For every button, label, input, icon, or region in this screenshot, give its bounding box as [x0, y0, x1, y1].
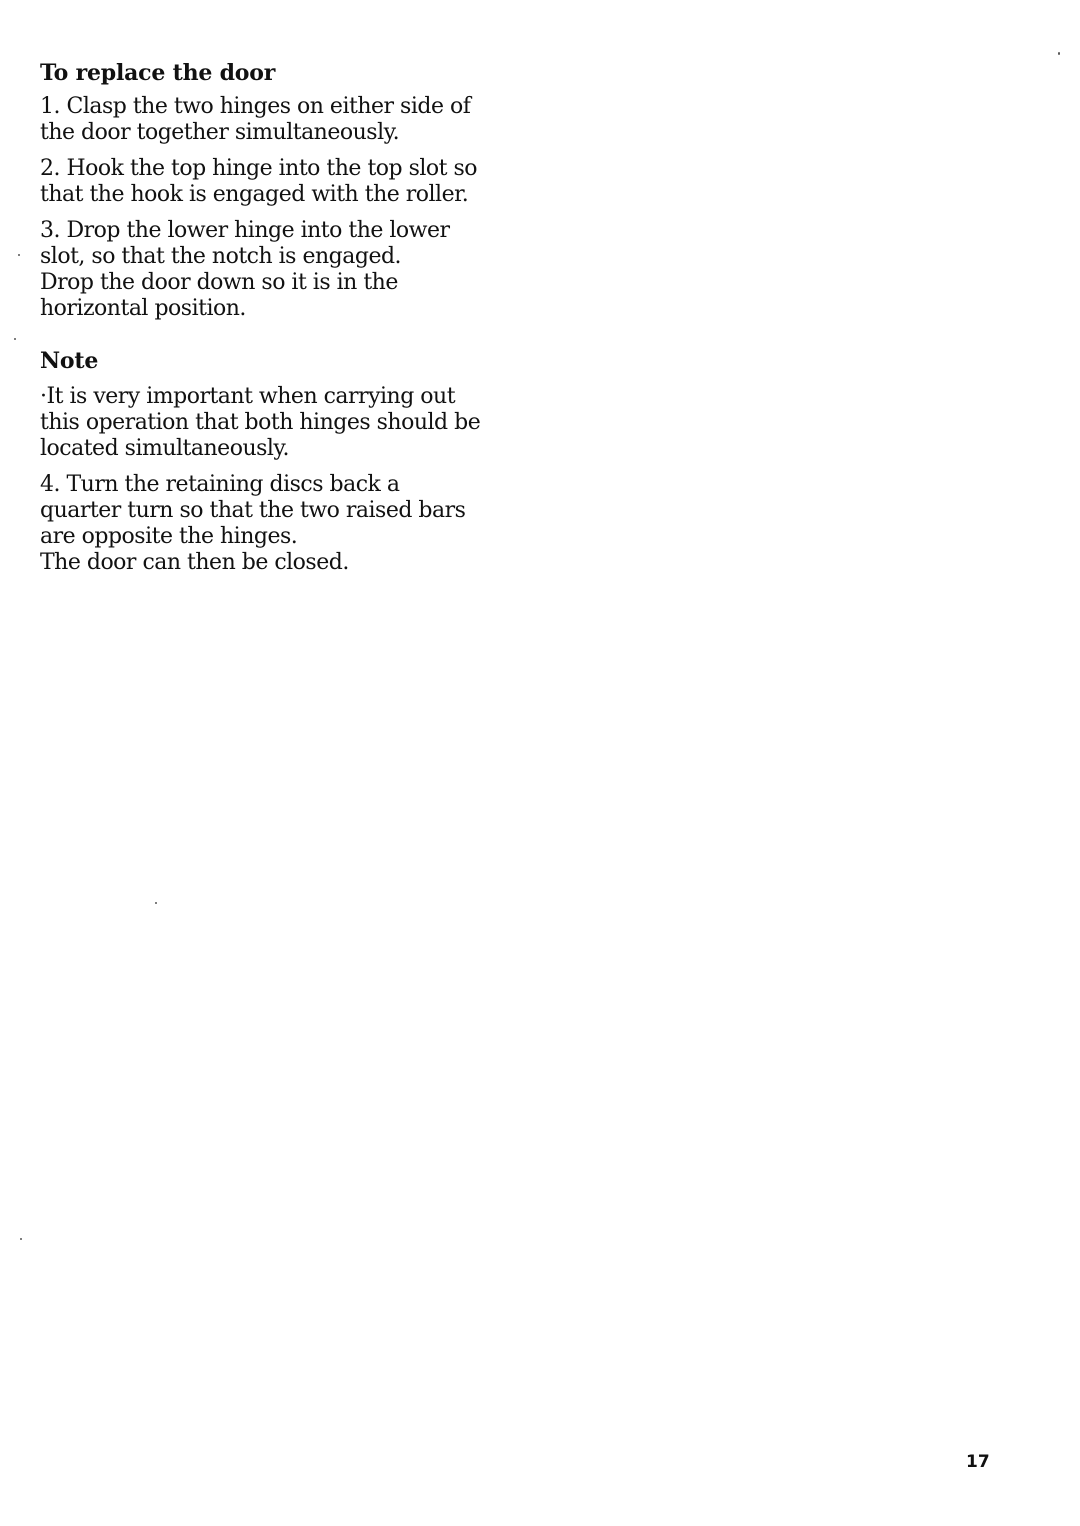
step-1: 1. Clasp the two hinges on either side of the door together simultaneously. [40, 94, 471, 145]
section-heading: To replace the door [40, 60, 276, 86]
page-number: 17 [966, 1452, 990, 1472]
scan-speck [14, 338, 16, 340]
scan-speck [20, 1238, 22, 1240]
note-text: ·It is very important when carrying out this operation that both hinges should be located simultaneously. [40, 384, 481, 461]
note-heading: Note [40, 348, 99, 374]
step-3: 3. Drop the lower hinge into the lower slot, so that the notch is engaged. Drop the door down so it is in the horizontal position. [40, 218, 450, 321]
step-4: 4. Turn the retaining discs back a quarter turn so that the two raised bars are opposite the hinges. The door can then be closed. [40, 472, 466, 575]
scan-speck [18, 254, 20, 256]
scan-speck [1058, 52, 1060, 55]
text-column [40, 58, 520, 586]
step-2: 2. Hook the top hinge into the top slot so that the hook is engaged with the roller. [40, 156, 478, 207]
scan-speck [155, 902, 157, 904]
